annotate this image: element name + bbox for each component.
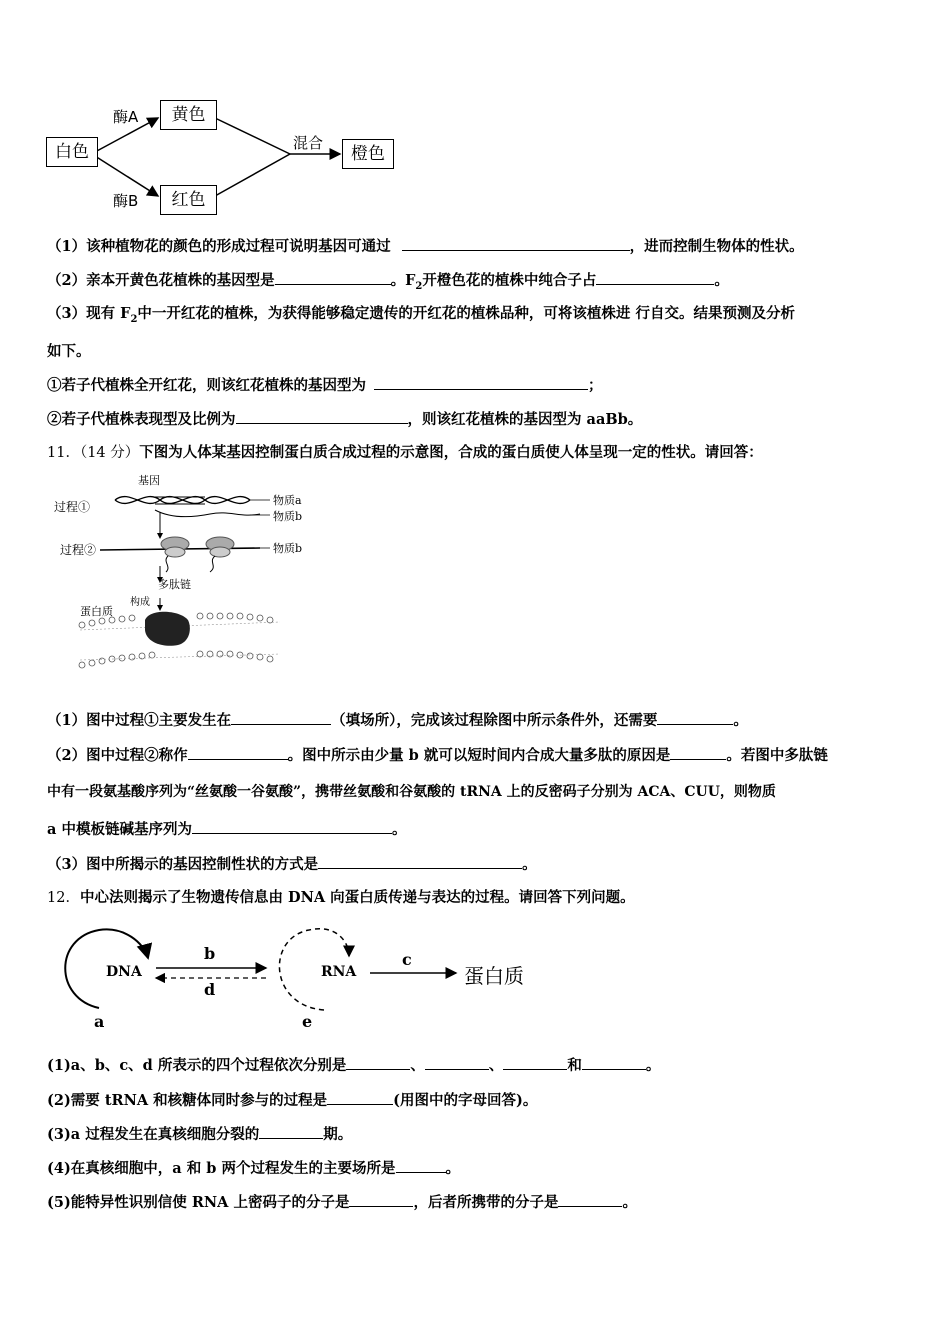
q12-part1: (1)a、b、c、d 所表示的四个过程依次分别是 、 、 和 。 bbox=[47, 1057, 661, 1074]
q12-blank3[interactable] bbox=[503, 1055, 567, 1070]
orange-box: 橙色 bbox=[342, 139, 394, 169]
q10-blank1[interactable] bbox=[402, 236, 630, 251]
flower-color-diagram bbox=[40, 92, 400, 222]
substance-b1-label: 物质b bbox=[273, 510, 303, 523]
q12-blank5[interactable] bbox=[327, 1090, 393, 1105]
gene-label: 基因 bbox=[138, 474, 160, 487]
q11-part2-line3: a 中模板链碱基序列为 。 bbox=[47, 821, 407, 838]
q11-part2: （2）图中过程②称作 。图中所示由少量 b 就可以短时间内合成大量多肽的原因是 。若图中多肽链 bbox=[47, 747, 828, 764]
q11-part1: （1）图中过程①主要发生在 （填场所），完成该过程除图中所示条件外，还需要 。 bbox=[47, 712, 748, 729]
q10-blank4[interactable] bbox=[374, 375, 588, 390]
q11-blank5[interactable] bbox=[192, 819, 392, 834]
rna-label: RNA bbox=[321, 964, 357, 980]
q11-blank6[interactable] bbox=[318, 854, 522, 869]
q10-blank2[interactable] bbox=[275, 270, 391, 285]
label-b: b bbox=[204, 944, 216, 963]
q12-blank1[interactable] bbox=[346, 1055, 410, 1070]
q10-part2: （2）亲本开黄色花植株的基因型是 。$F_2$开橙色花的植株中纯合子占 。 bbox=[47, 272, 729, 292]
q10-part3-cont: 如下。 bbox=[47, 343, 91, 360]
substance-b2-label: 物质b bbox=[273, 542, 303, 555]
white-box: 白色 bbox=[46, 137, 98, 167]
q12-blank7[interactable] bbox=[396, 1158, 446, 1173]
q12-blank2[interactable] bbox=[425, 1055, 489, 1070]
constitute-label: 构成 bbox=[130, 597, 150, 608]
q11-blank1[interactable] bbox=[231, 710, 331, 725]
q10-part1: （1）该种植物花的颜色的形成过程可说明基因可通过 ，进而控制生物体的性状。 bbox=[47, 238, 804, 255]
q11-stem: 11．（14 分）下图为人体某基因控制蛋白质合成过程的示意图，合成的蛋白质使人体呈现一定的性状。请回答： bbox=[47, 444, 763, 461]
q10-blank3[interactable] bbox=[596, 270, 714, 285]
q12-blank8[interactable] bbox=[349, 1192, 413, 1207]
mix-label: 混合 bbox=[293, 134, 324, 152]
process2-label: 过程② bbox=[60, 543, 97, 557]
central-dogma-diagram bbox=[44, 918, 564, 1033]
q12-part3: (3)a 过程发生在真核细胞分裂的 期。 bbox=[47, 1126, 353, 1143]
q11-part2-line2: 中有一段氨基酸序列为“丝氨酸一谷氨酸”，携带丝氨酸和谷氨酸的 tRNA 上的反密码子分别为 ACA、CUU，则物质 bbox=[47, 784, 776, 800]
q12-part5: (5)能特异性识别信使 RNA 上密码子的分子是 ，后者所携带的分子是 。 bbox=[47, 1194, 637, 1211]
q10-part3: （3）现有 $F_2$中一开红花的植株，为获得能够稳定遗传的开红花的植株品种，可将该植株进 行自交。结果预测及分析 bbox=[47, 305, 795, 325]
q11-blank3[interactable] bbox=[188, 745, 288, 760]
q12-part4: (4)在真核细胞中，a 和 b 两个过程发生的主要场所是 。 bbox=[47, 1160, 460, 1177]
protein-label-12: 蛋白质 bbox=[464, 964, 524, 988]
q10-blank5[interactable] bbox=[236, 409, 408, 424]
q10-case1: ①若子代植株全开红花，则该红花植株的基因型为 ； bbox=[47, 377, 603, 394]
q12-part2: (2)需要 tRNA 和核糖体同时参与的过程是 (用图中的字母回答)。 bbox=[47, 1092, 538, 1109]
gene-expression-diagram bbox=[50, 470, 320, 680]
enzyme-a-label: 酶A bbox=[113, 108, 139, 126]
label-e: e bbox=[302, 1012, 313, 1031]
q11-blank4[interactable] bbox=[670, 745, 726, 760]
yellow-box: 黄色 bbox=[160, 100, 217, 130]
enzyme-b-label: 酶B bbox=[113, 192, 139, 210]
label-c: c bbox=[402, 950, 412, 969]
protein-label: 蛋白质 bbox=[80, 605, 113, 618]
label-a: a bbox=[94, 1012, 105, 1031]
process1-label: 过程① bbox=[54, 500, 91, 514]
q12-blank6[interactable] bbox=[259, 1124, 323, 1139]
q12-blank4[interactable] bbox=[582, 1055, 646, 1070]
dna-label: DNA bbox=[106, 964, 142, 980]
substance-a-label: 物质a bbox=[273, 494, 302, 507]
q12-stem: 12．中心法则揭示了生物遗传信息由 DNA 向蛋白质传递与表达的过程。请回答下列问题。 bbox=[47, 889, 635, 906]
polypeptide-label: 多肽链 bbox=[158, 578, 191, 591]
q10-case2: ②若子代植株表现型及比例为 ，则该红花植株的基因型为 aaBb。 bbox=[47, 411, 643, 428]
label-d: d bbox=[204, 980, 216, 999]
q11-blank2[interactable] bbox=[657, 710, 733, 725]
q11-part3: （3）图中所揭示的基因控制性状的方式是 。 bbox=[47, 856, 537, 873]
q12-blank9[interactable] bbox=[558, 1192, 622, 1207]
red-box: 红色 bbox=[160, 185, 217, 215]
